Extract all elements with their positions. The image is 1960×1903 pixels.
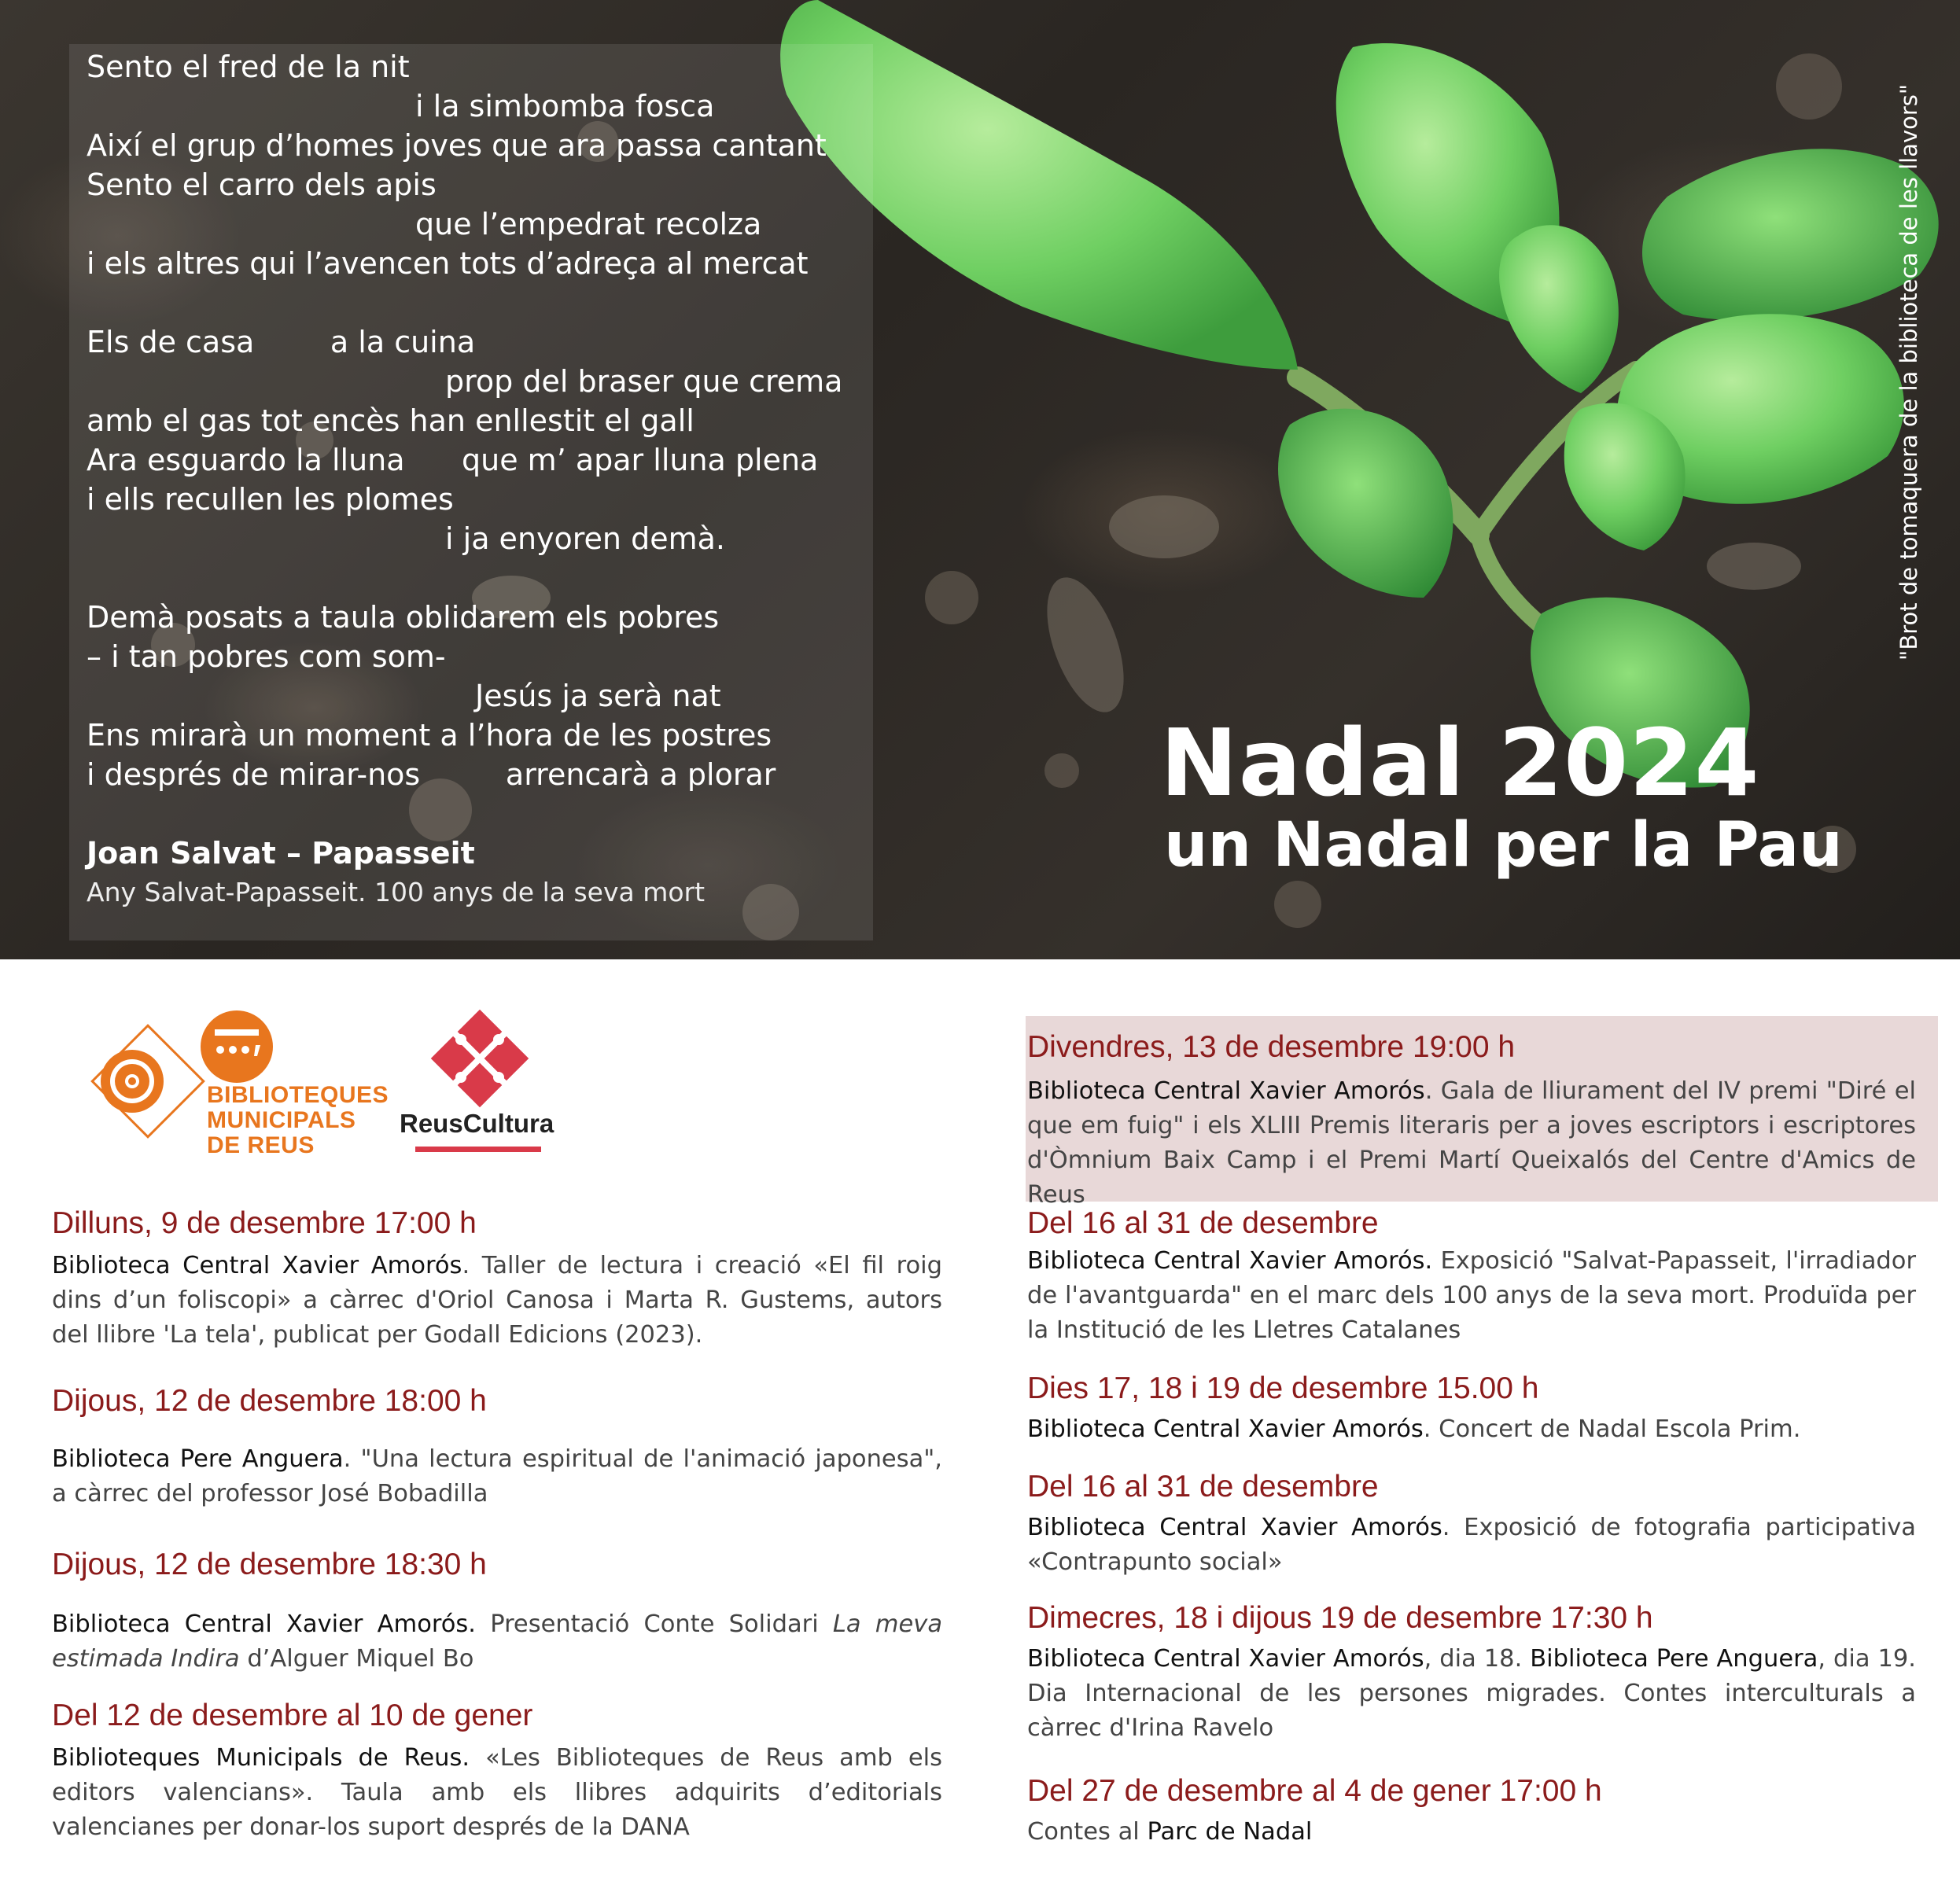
event-item bbox=[1027, 1599, 1916, 1746]
event-item bbox=[52, 1382, 942, 1511]
event-venue: Biblioteca Central Xavier Amorós bbox=[52, 1252, 462, 1279]
event-venue: Biblioteca Central Xavier Amorós bbox=[1027, 1645, 1424, 1673]
event-description bbox=[52, 1607, 942, 1677]
event-venue: Parc de Nadal bbox=[1147, 1818, 1313, 1846]
event-description bbox=[1027, 1244, 1916, 1348]
event-date: Divendres, 13 de desembre 19:00 h bbox=[1027, 1030, 1516, 1064]
poem-line: Sento el carro dels apis bbox=[87, 167, 437, 202]
event-text: Contes al bbox=[1027, 1818, 1148, 1846]
event-text: Exposició "Salvat-Papasseit, l'irradiador de l'avantguarda" en el marc dels 100 anys de la seva mort. Produïda per la Institució de les Lletres Catalanes bbox=[1027, 1247, 1916, 1344]
event-text: . "Una lectura espiritual de l'animació japonesa", a càrrec del professor José Bobadilla bbox=[52, 1445, 942, 1507]
event-description bbox=[1027, 1815, 1916, 1850]
poem-author: Joan Salvat – Papasseit bbox=[87, 836, 475, 871]
photo-caption: "Brot de tomaquera de la biblioteca de les llavors" bbox=[1896, 83, 1922, 661]
poem-line: Ara esguardo la lluna que m’ apar lluna plena bbox=[87, 443, 819, 477]
event-venue: Biblioteca Central Xavier Amorós bbox=[1027, 1415, 1424, 1443]
event-venue: Biblioteca Pere Anguera bbox=[52, 1445, 344, 1473]
event-venue: Biblioteca Central Xavier Amorós bbox=[1027, 1077, 1425, 1105]
biblioteques-logo-text bbox=[207, 1083, 389, 1158]
poem-line: – i tan pobres com som- bbox=[87, 639, 446, 674]
poem-line: Demà posats a taula oblidarem els pobres bbox=[87, 600, 720, 635]
event-description bbox=[1027, 1642, 1916, 1746]
event-description bbox=[1027, 1412, 1916, 1447]
event-item bbox=[1027, 1029, 1916, 1213]
poem-line: Jesús ja serà nat bbox=[475, 679, 721, 713]
event-item bbox=[1027, 1205, 1916, 1348]
event-item bbox=[52, 1205, 942, 1353]
poem-line: Sento el fred de la nit bbox=[87, 50, 410, 84]
event-venue: Biblioteca Central Xavier Amorós. bbox=[1027, 1247, 1433, 1275]
event-venue: Biblioteca Pere Anguera bbox=[1530, 1645, 1818, 1673]
event-text: «Les Biblioteques de Reus amb els editors valencians». Taula amb els llibres adquirits d’editorials valencianes per donar-los suport després de la DANA bbox=[52, 1744, 942, 1841]
event-text: . Gala de lliurament del IV premi "Diré el que em fuig" i els XLIII Premis literaris per a joves escriptors i escriptores d'Òmnium Baix Camp i el Premi Martí Queixalós del Centre d'Amics de Reus bbox=[1027, 1077, 1916, 1209]
event-description bbox=[1027, 1511, 1916, 1580]
logo-line-1: BIBLIOTEQUES bbox=[207, 1082, 389, 1108]
poem-note: Any Salvat-Papasseit. 100 anys de la seva mort bbox=[87, 877, 706, 907]
page-title: Nadal 2024 bbox=[1160, 709, 1760, 817]
poem-line: Ens mirarà un moment a l’hora de les postres bbox=[87, 718, 772, 753]
poem-line: amb el gas tot encès han enllestit el gall bbox=[87, 403, 694, 438]
poem-line: prop del braser que crema bbox=[445, 364, 843, 399]
event-text: . Taller de lectura i creació «El fil roig dins d’un foliscopi» a càrrec d'Oriol Canosa i Marta R. Gustems, autors del llibre 'La tela', publicat per Godall Edicions (2023). bbox=[52, 1252, 942, 1349]
event-date: Dilluns, 9 de desembre 17:00 h bbox=[52, 1206, 477, 1240]
logo-line-2: MUNICIPALS bbox=[207, 1107, 356, 1133]
event-text: , dia 18. bbox=[1424, 1645, 1531, 1673]
poem-line bbox=[87, 283, 952, 322]
event-date: Del 12 de desembre al 10 de gener bbox=[52, 1699, 533, 1732]
poem-line: i els altres qui l’avencen tots d’adreça al mercat bbox=[87, 246, 809, 281]
poem-line: i ja enyoren demà. bbox=[445, 521, 725, 556]
event-text: . Exposició de fotografia participativa «Contrapunto social» bbox=[1027, 1514, 1916, 1576]
event-text: . Concert de Nadal Escola Prim. bbox=[1423, 1415, 1801, 1443]
event-date: Del 27 de desembre al 4 de gener 17:00 h bbox=[1027, 1774, 1602, 1808]
event-description bbox=[52, 1249, 942, 1353]
reus-cultura-logo-icon bbox=[429, 1008, 530, 1109]
event-item bbox=[1027, 1468, 1916, 1580]
event-text: , dia 19. Dia Internacional de les persones migrades. Contes interculturals a càrrec d'Irina Ravelo bbox=[1027, 1645, 1916, 1742]
event-item bbox=[1027, 1370, 1916, 1447]
logo-line-3: DE REUS bbox=[207, 1132, 315, 1158]
reus-cultura-underline bbox=[415, 1147, 541, 1152]
poem-line: i ells recullen les plomes bbox=[87, 482, 454, 517]
event-description bbox=[52, 1442, 942, 1511]
poem-line bbox=[87, 558, 952, 598]
event-date: Dies 17, 18 i 19 de desembre 15.00 h bbox=[1027, 1371, 1539, 1405]
poem-line: Així el grup d’homes joves que ara passa cantant bbox=[87, 128, 827, 163]
event-date: Del 16 al 31 de desembre bbox=[1027, 1206, 1379, 1240]
event-venue: Biblioteques Municipals de Reus. bbox=[52, 1744, 470, 1772]
reus-cultura-logo-text: ReusCultura bbox=[400, 1109, 554, 1138]
biblioteques-dots-icon bbox=[199, 1009, 274, 1084]
poem-line: que l’empedrat recolza bbox=[415, 207, 762, 241]
event-text: Presentació Conte Solidari bbox=[476, 1610, 833, 1638]
event-date: Del 16 al 31 de desembre bbox=[1027, 1470, 1379, 1504]
poem-line: i la simbomba fosca bbox=[415, 89, 715, 123]
event-venue: Biblioteca Central Xavier Amorós. bbox=[52, 1610, 476, 1638]
poem-line: i després de mirar-nos arrencarà a plorar bbox=[87, 757, 776, 792]
event-venue: Biblioteca Central Xavier Amorós bbox=[1027, 1514, 1442, 1541]
event-date: Dijous, 12 de desembre 18:30 h bbox=[52, 1548, 487, 1581]
event-date: Dijous, 12 de desembre 18:00 h bbox=[52, 1384, 487, 1418]
event-item bbox=[52, 1546, 942, 1677]
event-item bbox=[52, 1697, 942, 1845]
event-text: d’Alguer Miquel Bo bbox=[239, 1645, 474, 1673]
event-item bbox=[1027, 1772, 1916, 1850]
page-subtitle: un Nadal per la Pau bbox=[1164, 810, 1843, 881]
event-description bbox=[52, 1741, 942, 1845]
event-date: Dimecres, 18 i dijous 19 de desembre 17:30 h bbox=[1027, 1601, 1653, 1635]
biblioteques-logo-icon bbox=[77, 1010, 219, 1152]
event-description bbox=[1027, 1074, 1916, 1213]
event-title-italic: La meva estimada Indira bbox=[52, 1610, 943, 1673]
poem-line: Els de casa a la cuina bbox=[87, 325, 476, 359]
poem bbox=[87, 47, 952, 912]
poem-gap bbox=[87, 794, 952, 834]
